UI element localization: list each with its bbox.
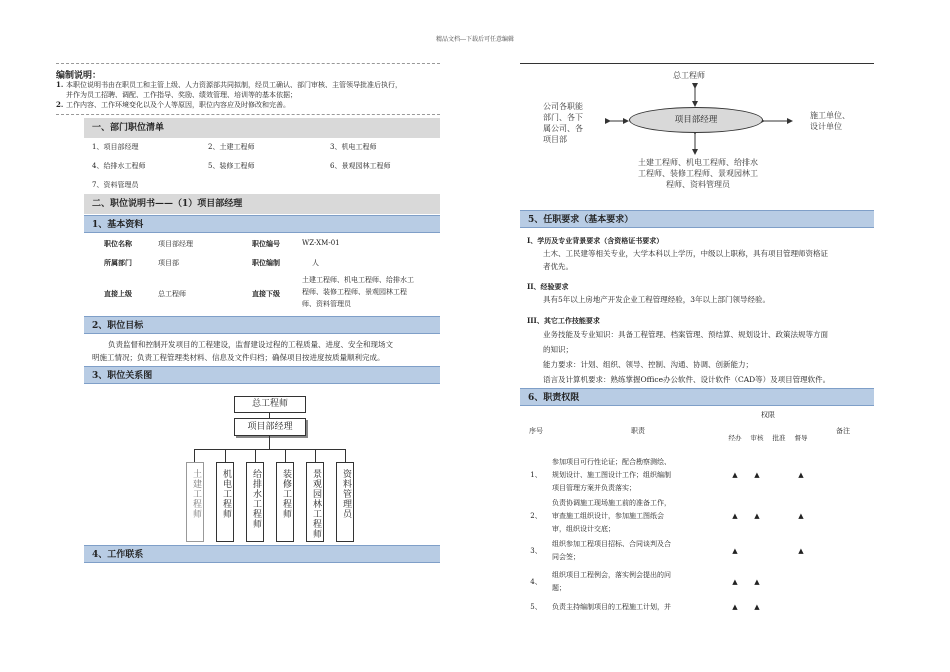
col-header-approve: 批准 bbox=[772, 434, 786, 442]
contacts-left-parties: 公司各职能 部门、各下 属公司、各 项目部 bbox=[543, 102, 583, 144]
direct-superior-value: 总工程师 bbox=[158, 290, 186, 298]
duties-table bbox=[520, 408, 874, 616]
direct-subordinate-value: 土建工程师、机电工程师、给排水工 程师、装修工程师、景观园林工程 师、资料管理员 bbox=[302, 276, 414, 308]
note-item: 并作为员工招聘、调配、工作指导、奖励、绩效管理、培训等的基本依据； bbox=[66, 91, 297, 99]
org-landscape-engineer-box: 景观园林工程师 bbox=[306, 462, 324, 542]
position-goal-text: 负责监督和控制开发项目的工程建设，监督建设过程的工程质量、进度、安全和现场文 明施工情况；负责工程管理类材料、信息及文件归档；确保项目按进度按质量顺利完成。 bbox=[92, 340, 393, 362]
col-header-authority: 权限 bbox=[761, 411, 775, 419]
notes-divider bbox=[56, 114, 440, 115]
position-name-label: 职位名称 bbox=[104, 239, 132, 248]
duties-authority-title: 6、职责权限 bbox=[520, 388, 874, 406]
mark: ▲ bbox=[732, 471, 738, 479]
page-header-text: 精品文档---下载后可任意编辑 bbox=[435, 36, 515, 43]
org-connector bbox=[225, 449, 226, 462]
col-header-handle: 经办 bbox=[728, 434, 742, 442]
top-divider bbox=[56, 63, 440, 64]
col-header-supervise: 督导 bbox=[794, 434, 808, 442]
mark: ▲ bbox=[754, 512, 760, 520]
table-row: 3、 组织参加工程项目招标、合同谈判及合 同会签； ▲ ▲ bbox=[520, 536, 874, 566]
contacts-project-manager-ellipse: 项目部经理 bbox=[629, 107, 763, 133]
col-header-num: 序号 bbox=[529, 427, 543, 435]
direct-superior-label: 直接上级 bbox=[104, 289, 132, 298]
mark: ▲ bbox=[754, 603, 760, 611]
table-row: 5、 负责主持编制项目的工程施工计划，并 ▲ ▲ bbox=[520, 598, 874, 616]
table-row: 2、 负责协调施工现场施工前的准备工作， 审查施工组织设计，参加施工图纸会 审，组织设计交底； ▲ ▲ ▲ bbox=[520, 496, 874, 536]
org-chief-engineer-box: 总工程师 bbox=[234, 396, 306, 413]
org-connector bbox=[315, 449, 316, 462]
org-connector bbox=[255, 449, 256, 462]
org-civil-engineer-box: 土建工程师 bbox=[186, 462, 204, 542]
position-name-value: 项目部经理 bbox=[158, 240, 193, 248]
requirement-heading: I、学历及专业背景要求（含资格证书要求） bbox=[527, 236, 664, 245]
mark: ▲ bbox=[732, 547, 738, 555]
note-item: 1. 本职位说明书由在职员工和主管上级、人力资源部共同拟制，经员工确认、部门审核、主管领导批准后执行， bbox=[56, 80, 402, 89]
contacts-chief-engineer: 总工程师 bbox=[673, 71, 705, 80]
notes-title: 编制说明： bbox=[56, 71, 102, 81]
department-label: 所属部门 bbox=[104, 258, 132, 267]
headcount-value: 人 bbox=[312, 259, 319, 267]
position-goal-title: 2、职位目标 bbox=[84, 316, 440, 334]
position-code-label: 职位编号 bbox=[252, 239, 280, 248]
relation-chart-title: 3、职位关系图 bbox=[84, 366, 440, 384]
mark: ▲ bbox=[732, 603, 738, 611]
department-value: 项目部 bbox=[158, 259, 179, 267]
requirement-text: 具有5年以上房地产开发企业工程管理经验，3年以上部门领导经验。 bbox=[543, 295, 771, 304]
requirement-text: 土木、工民建等相关专业，大学本科以上学历，中级以上职称，具有项目管理师资格证 者优先。 bbox=[543, 249, 828, 271]
contacts-right-parties: 施工单位、 设计单位 bbox=[810, 111, 850, 131]
col-header-remark: 备注 bbox=[836, 427, 850, 435]
position-item: 4、给排水工程师 bbox=[92, 162, 146, 170]
right-top-rule bbox=[520, 63, 874, 64]
org-connector bbox=[285, 449, 286, 462]
org-connector bbox=[194, 449, 345, 450]
mark: ▲ bbox=[754, 578, 760, 586]
position-item: 3、机电工程师 bbox=[330, 143, 377, 151]
org-document-admin-box: 资料管理员 bbox=[336, 462, 354, 542]
requirement-heading: II、经验要求 bbox=[527, 282, 569, 291]
section-dept-positions-title: 一、部门职位清单 bbox=[84, 118, 440, 138]
position-item: 6、景观园林工程师 bbox=[330, 162, 391, 170]
requirement-heading: III、其它工作技能要求 bbox=[527, 316, 600, 325]
note-item: 2. 工作内容、工作环境变化以及个人等原因，职位内容应及时修改和完善。 bbox=[56, 100, 290, 109]
mark: ▲ bbox=[798, 547, 804, 555]
org-connector bbox=[269, 436, 270, 449]
org-connector bbox=[194, 449, 195, 462]
position-code-value: WZ-XM-01 bbox=[302, 239, 340, 247]
org-project-manager-box: 项目部经理 bbox=[234, 418, 306, 436]
contacts-bottom-parties: 土建工程师、机电工程师、给排水 工程师、装修工程师、景观园林工 程师、资料管理员 bbox=[638, 158, 758, 189]
mark: ▲ bbox=[798, 471, 804, 479]
mark: ▲ bbox=[798, 512, 804, 520]
table-row: 1、 参加项目可行性论证；配合勘察测绘、 规划设计、施工图设计工作；组织编制 项目管理方案并负责落实； ▲ ▲ ▲ bbox=[520, 454, 874, 496]
org-decoration-engineer-box: 装修工程师 bbox=[276, 462, 294, 542]
section-job-description-title: 二、职位说明书——（1）项目部经理 bbox=[84, 194, 440, 214]
org-plumbing-engineer-box: 给排水工程师 bbox=[246, 462, 264, 542]
position-item: 5、装修工程师 bbox=[208, 162, 255, 170]
basic-info-title: 1、基本资料 bbox=[84, 215, 440, 233]
work-contacts-title: 4、工作联系 bbox=[84, 545, 440, 563]
mark: ▲ bbox=[732, 578, 738, 586]
headcount-label: 职位编制 bbox=[252, 258, 280, 267]
position-item: 7、资料管理员 bbox=[92, 181, 139, 189]
job-requirements-title: 5、任职要求（基本要求） bbox=[520, 210, 874, 228]
table-row: 4、 组织项目工程例会，落实例会提出的问 题； ▲ ▲ bbox=[520, 566, 874, 598]
org-mep-engineer-box: 机电工程师 bbox=[216, 462, 234, 542]
position-item: 2、土建工程师 bbox=[208, 143, 255, 151]
mark: ▲ bbox=[754, 471, 760, 479]
org-connector bbox=[345, 449, 346, 462]
col-header-review: 审核 bbox=[750, 434, 764, 442]
position-item: 1、项目部经理 bbox=[92, 143, 139, 151]
requirement-text: 业务技能及专业知识：具备工程管理、档案管理、预结算、规划设计、政策法规等方面 的知识； 能力要求：计划、组织、领导、控制、沟通、协调、创新能力； 语言及计算机要求：熟练掌握Office办公软件、设计软件（CAD等）及项目管理软件。 bbox=[543, 330, 831, 384]
direct-subordinate-label: 直接下级 bbox=[252, 289, 280, 298]
mark: ▲ bbox=[732, 512, 738, 520]
notes-list bbox=[56, 80, 402, 110]
col-header-duty: 职责 bbox=[631, 427, 645, 435]
